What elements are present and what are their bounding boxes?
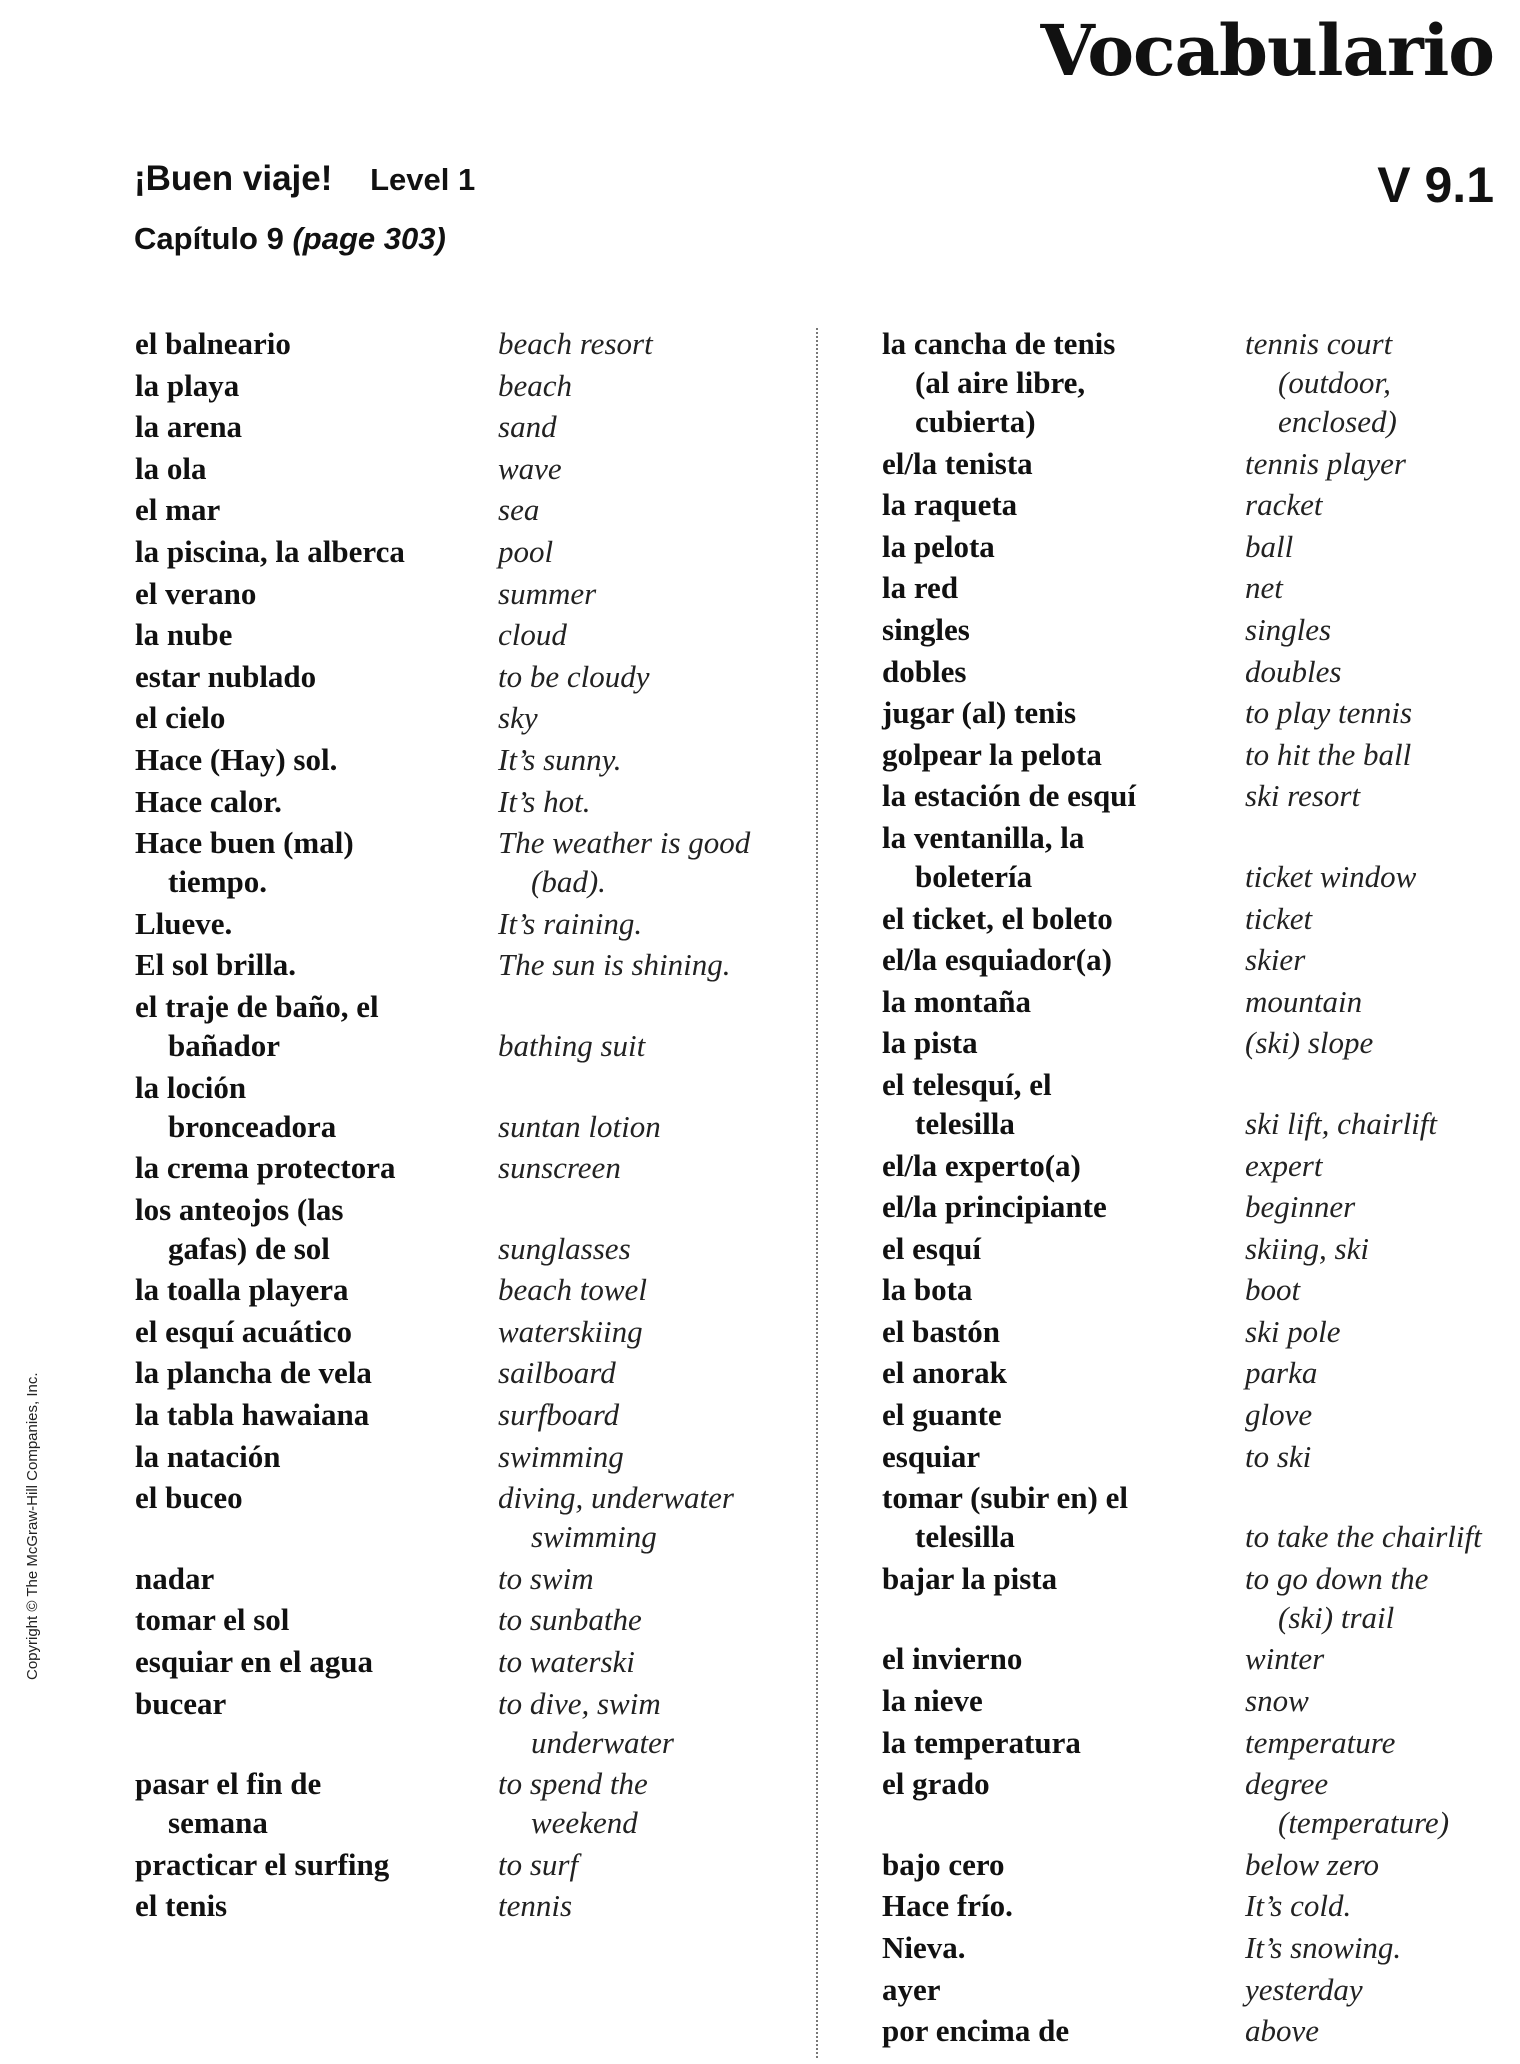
english-translation: to play tennis (1245, 695, 1413, 731)
vocab-entry (135, 1270, 775, 1309)
spanish-term: el verano (135, 575, 257, 611)
spanish-term: El sol brilla. (135, 947, 297, 983)
spanish-term: bajar la pista (882, 1560, 1058, 1596)
english-translation: tennis (498, 1888, 573, 1924)
english-translation: ski lift, chairlift (1245, 1105, 1438, 1141)
spanish-term: tomar el sol (135, 1602, 290, 1638)
vocab-entry (135, 324, 775, 363)
spanish-term: el cielo (135, 700, 226, 736)
vocab-entry (882, 1886, 1512, 1925)
english-translation: The weather is good (bad). (498, 825, 751, 900)
spanish-term: esquiar en el agua (135, 1644, 373, 1680)
copyright-notice: Copyright © The McGraw-Hill Companies, Inc. (24, 1372, 41, 1680)
english-translation: skier (1245, 942, 1306, 978)
english-translation: It’s cold. (1245, 1888, 1352, 1924)
vocab-entry (135, 1886, 775, 1925)
vocab-entry (882, 1478, 1512, 1556)
vocab-entry (135, 945, 775, 984)
english-translation: suntan lotion (498, 1108, 661, 1144)
english-translation: tennis player (1245, 445, 1406, 481)
spanish-term: pasar el fin de semana (135, 1766, 322, 1841)
english-translation: to take the chairlift (1245, 1519, 1482, 1555)
spanish-term: Llueve. (135, 905, 233, 941)
english-translation: surfboard (498, 1397, 620, 1433)
spanish-term: el buceo (135, 1480, 243, 1516)
spanish-term: esquiar (882, 1438, 981, 1474)
vocab-entry (882, 1270, 1512, 1309)
vocab-entry (882, 1845, 1512, 1884)
spanish-term: jugar (al) tenis (882, 695, 1077, 731)
english-translation: beginner (1245, 1189, 1356, 1225)
vocab-entry (135, 490, 775, 529)
vocab-entry (882, 1229, 1512, 1268)
vocab-entry (882, 1187, 1512, 1226)
vocab-entry (882, 1559, 1512, 1637)
spanish-term: la bota (882, 1272, 973, 1308)
english-translation: to hit the ball (1245, 736, 1412, 772)
spanish-term: la pista (882, 1025, 978, 1061)
spanish-term: bucear (135, 1685, 227, 1721)
spanish-term: nadar (135, 1560, 215, 1596)
vocab-entry (882, 940, 1512, 979)
vocab-entry (135, 1684, 775, 1762)
english-translation: winter (1245, 1641, 1325, 1677)
vocab-entry (882, 610, 1512, 649)
spanish-term: estar nublado (135, 658, 317, 694)
vocab-entry (882, 693, 1512, 732)
spanish-term: la natación (135, 1438, 281, 1474)
book-title: ¡Buen viaje! (134, 159, 333, 198)
english-translation: sunglasses (498, 1230, 631, 1266)
spanish-term: la ola (135, 450, 207, 486)
spanish-term: el grado (882, 1766, 990, 1802)
vocabulary-column-left (135, 324, 775, 1928)
english-translation: ticket window (1245, 858, 1417, 894)
english-translation: to surf (498, 1846, 579, 1882)
page-title: Vocabulario (1040, 9, 1494, 92)
spanish-term: el/la esquiador(a) (882, 942, 1112, 978)
vocab-entry (135, 1478, 775, 1556)
english-translation: to ski (1245, 1438, 1312, 1474)
vocab-entry (882, 1681, 1512, 1720)
vocab-entry (135, 1312, 775, 1351)
english-translation: tennis court (outdoor, enclosed) (1245, 326, 1397, 439)
english-translation: sky (498, 700, 538, 736)
english-translation: boot (1245, 1272, 1301, 1308)
vocab-entry (882, 444, 1512, 483)
vocab-entry (135, 1148, 775, 1187)
english-translation: singles (1245, 611, 1332, 647)
english-translation: pool (498, 533, 554, 569)
english-translation: sunscreen (498, 1150, 621, 1186)
english-translation: beach resort (498, 326, 653, 361)
english-translation: ski pole (1245, 1313, 1341, 1349)
vocab-entry (882, 568, 1512, 607)
vocab-entry (135, 1353, 775, 1392)
vocab-entry (882, 1723, 1512, 1762)
spanish-term: la red (882, 570, 959, 606)
vocab-entry (135, 904, 775, 943)
english-translation: glove (1245, 1397, 1313, 1433)
vocab-entry (882, 776, 1512, 815)
spanish-term: bajo cero (882, 1846, 1005, 1882)
english-translation: The sun is shining. (498, 947, 731, 983)
vocab-entry (882, 1764, 1512, 1842)
vocab-entry (882, 1437, 1512, 1476)
spanish-term: la loción bronceadora (135, 1069, 337, 1144)
vocab-entry (882, 527, 1512, 566)
spanish-term: la piscina, la alberca (135, 533, 405, 569)
vocab-entry (135, 615, 775, 654)
vocab-entry (135, 366, 775, 405)
english-translation: to sunbathe (498, 1602, 642, 1638)
spanish-term: la pelota (882, 528, 995, 564)
spanish-term: los anteojos (las gafas) de sol (135, 1191, 344, 1266)
spanish-term: la playa (135, 367, 240, 403)
vocab-entry (135, 1068, 775, 1146)
vocab-entry (882, 485, 1512, 524)
vocab-entry (135, 1642, 775, 1681)
vocab-entry (135, 1845, 775, 1884)
english-translation: to dive, swim underwater (498, 1685, 674, 1760)
spanish-term: golpear la pelota (882, 736, 1102, 772)
spanish-term: la nube (135, 617, 233, 653)
english-translation: mountain (1245, 983, 1363, 1019)
english-translation: cloud (498, 617, 567, 653)
english-translation: sea (498, 492, 540, 528)
english-translation: ticket (1245, 900, 1313, 936)
book-heading (134, 158, 475, 200)
spanish-term: la temperatura (882, 1724, 1081, 1760)
vocab-entry (135, 1190, 775, 1268)
vocab-entry (135, 1600, 775, 1639)
spanish-term: el/la principiante (882, 1189, 1107, 1225)
english-translation: expert (1245, 1147, 1323, 1183)
spanish-term: el bastón (882, 1313, 1000, 1349)
english-translation: to be cloudy (498, 658, 650, 694)
vocab-entry (882, 324, 1512, 441)
vocab-entry (135, 1395, 775, 1434)
english-translation: racket (1245, 487, 1323, 523)
spanish-term: Nieva. (882, 1930, 966, 1965)
spanish-term: el anorak (882, 1355, 1007, 1391)
spanish-term: el/la tenista (882, 445, 1033, 481)
english-translation: It’s raining. (498, 905, 643, 941)
vocab-entry (882, 1970, 1512, 2009)
english-translation: temperature (1245, 1724, 1396, 1760)
spanish-term: Hace (Hay) sol. (135, 741, 338, 777)
english-translation: bathing suit (498, 1027, 646, 1063)
spanish-term: singles (882, 611, 970, 647)
vocab-entry (135, 657, 775, 696)
english-translation: above (1245, 2013, 1320, 2049)
spanish-term: practicar el surfing (135, 1846, 390, 1882)
page-reference: (page 303) (292, 221, 446, 256)
vocab-entry (882, 1146, 1512, 1185)
english-translation: waterskiing (498, 1313, 643, 1349)
spanish-term: el/la experto(a) (882, 1147, 1081, 1183)
english-translation: beach (498, 367, 573, 403)
english-translation: ball (1245, 528, 1294, 564)
english-translation: doubles (1245, 653, 1342, 689)
english-translation: summer (498, 575, 597, 611)
english-translation: (ski) slope (1245, 1025, 1374, 1061)
english-translation: parka (1245, 1355, 1318, 1391)
vocab-entry (135, 1437, 775, 1476)
vocab-entry (882, 818, 1512, 896)
spanish-term: la raqueta (882, 487, 1018, 523)
vocab-entry (882, 1395, 1512, 1434)
vocabulary-column-right (882, 324, 1512, 2053)
spanish-term: el mar (135, 492, 221, 528)
vocab-entry (135, 987, 775, 1065)
english-translation: sand (498, 409, 557, 445)
english-translation: swimming (498, 1438, 624, 1474)
column-divider (816, 328, 818, 2058)
vocab-entry (882, 1065, 1512, 1143)
vocab-entry (882, 1023, 1512, 1062)
spanish-term: el esquí (882, 1230, 982, 1266)
english-translation: beach towel (498, 1272, 647, 1308)
worksheet-code: V 9.1 (1377, 157, 1494, 213)
spanish-term: la ventanilla, la boletería (882, 819, 1085, 894)
chapter-heading (134, 220, 446, 257)
vocab-entry (882, 1928, 1512, 1967)
spanish-term: el invierno (882, 1641, 1023, 1677)
spanish-term: tomar (subir en) el telesilla (882, 1480, 1128, 1555)
english-translation: to spend the weekend (498, 1766, 648, 1841)
english-translation: It’s sunny. (498, 741, 622, 777)
vocab-entry (135, 574, 775, 613)
spanish-term: la tabla hawaiana (135, 1397, 370, 1433)
book-level: Level 1 (370, 162, 476, 197)
spanish-term: la crema protectora (135, 1150, 396, 1186)
english-translation: It’s snowing. (1245, 1930, 1402, 1965)
english-translation: below zero (1245, 1846, 1380, 1882)
spanish-term: la estación de esquí (882, 778, 1137, 814)
spanish-term: Hace calor. (135, 783, 282, 819)
spanish-term: Hace frío. (882, 1888, 1013, 1924)
english-translation: sailboard (498, 1355, 616, 1391)
vocab-entry (135, 823, 775, 901)
chapter-label: Capítulo 9 (134, 221, 284, 256)
vocab-entry (135, 1559, 775, 1598)
spanish-term: dobles (882, 653, 967, 689)
english-translation: wave (498, 450, 562, 486)
english-translation: snow (1245, 1683, 1309, 1719)
vocab-entry (135, 449, 775, 488)
english-translation: to swim (498, 1560, 594, 1596)
spanish-term: la arena (135, 409, 243, 445)
english-translation: to go down the (ski) trail (1245, 1560, 1429, 1635)
vocab-entry (135, 740, 775, 779)
english-translation: yesterday (1245, 1971, 1363, 2007)
spanish-term: el traje de baño, el bañador (135, 988, 379, 1063)
english-translation: It’s hot. (498, 783, 591, 819)
english-translation: skiing, ski (1245, 1230, 1369, 1266)
vocab-entry (135, 532, 775, 571)
vocab-entry (882, 1639, 1512, 1678)
spanish-term: el tenis (135, 1888, 228, 1924)
spanish-term: el balneario (135, 326, 291, 361)
spanish-term: el esquí acuático (135, 1313, 352, 1349)
spanish-term: el telesquí, el telesilla (882, 1066, 1052, 1141)
vocab-entry (135, 407, 775, 446)
spanish-term: Hace buen (mal) tiempo. (135, 825, 354, 900)
vocab-entry (882, 899, 1512, 938)
vocab-entry (882, 652, 1512, 691)
spanish-term: la nieve (882, 1683, 983, 1719)
vocab-entry (882, 735, 1512, 774)
vocab-entry (882, 1312, 1512, 1351)
vocab-entry (135, 1764, 775, 1842)
vocab-entry (135, 698, 775, 737)
spanish-term: la cancha de tenis (al aire libre, cubierta) (882, 326, 1116, 439)
spanish-term: la toalla playera (135, 1272, 349, 1308)
vocab-entry (882, 982, 1512, 1021)
spanish-term: el ticket, el boleto (882, 900, 1113, 936)
english-translation: ski resort (1245, 778, 1361, 814)
spanish-term: la plancha de vela (135, 1355, 372, 1391)
vocab-entry (882, 1353, 1512, 1392)
english-translation: net (1245, 570, 1283, 606)
spanish-term: el guante (882, 1397, 1002, 1433)
english-translation: diving, underwater swimming (498, 1480, 734, 1555)
spanish-term: ayer (882, 1971, 941, 2007)
vocab-entry (135, 782, 775, 821)
english-translation: to waterski (498, 1644, 635, 1680)
english-translation: degree (temperature) (1245, 1766, 1450, 1841)
vocab-entry (882, 2011, 1512, 2050)
spanish-term: por encima de (882, 2013, 1070, 2049)
spanish-term: la montaña (882, 983, 1031, 1019)
